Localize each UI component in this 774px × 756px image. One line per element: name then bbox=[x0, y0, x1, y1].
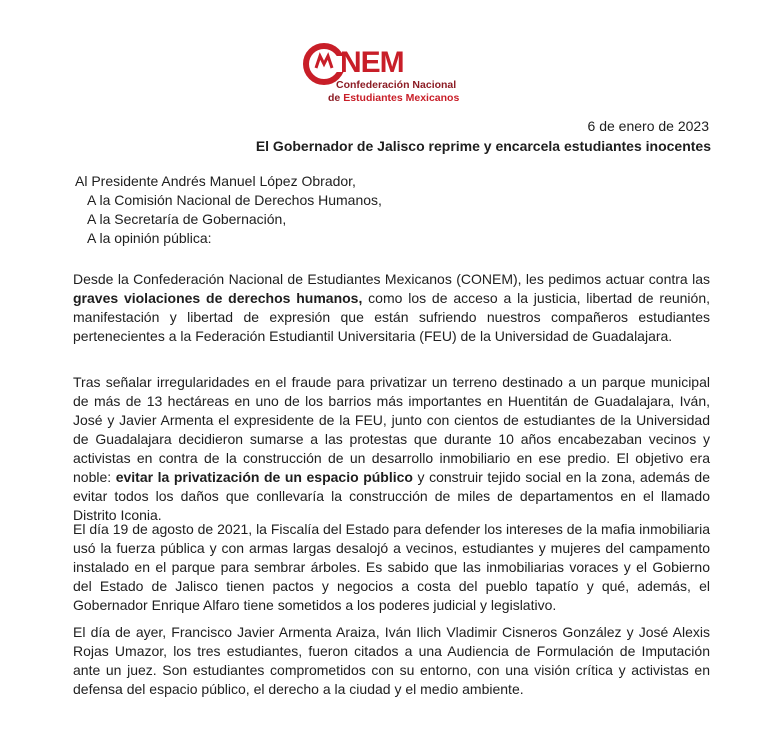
paragraph-3: El día 19 de agosto de 2021, la Fiscalía del Estado para defender los intereses de la mafia inmobiliaria usó la fuerza pública y con armas largas desalojó a vecinos, estudiantes y mujeres del campamento instalado en el parque para sembrar árboles. Es sabido que las inmobiliarias voraces y el Gobierno del Estado de Jalisco tienen pactos y negocios a costa del pueblo tapatío y qué, además, el Gobernador Enrique Alfaro tiene sometidos a los poderes judicial y legislativo. bbox=[73, 521, 710, 613]
document-headline: El Gobernador de Jalisco reprime y encarcela estudiantes inocentes bbox=[255, 138, 711, 154]
document-date: 6 de enero de 2023 bbox=[587, 118, 709, 134]
logo-line-1: Confederación Nacional bbox=[336, 79, 457, 91]
paragraph-4: El día de ayer, Francisco Javier Armenta Araiza, Iván Ilich Vladimir Cisneros González y José Alexis Rojas Umazor, los tres estudiantes, fueron citados a una Audiencia de Formulación de Imputación ante un juez. Son estudiantes comprometidos con su entorno, con una visión crítica y activistas en defensa del espacio público, el derecho a la ciudad y el medio ambiente. bbox=[73, 624, 710, 697]
paragraph-1: Desde la Confederación Nacional de Estudiantes Mexicanos (CONEM), les pedimos actuar contra las graves violaciones de derechos humanos, como los de acceso a la justicia, libertad de reunión, manifestación y libertad de expresión que están sufriendo nuestros compañeros estudiantes pertenecientes a la Federación Estudiantil Universitaria (FEU) de la Universidad de Guadalajara. bbox=[73, 271, 710, 344]
recipient-line: A la opinión pública: bbox=[87, 230, 212, 246]
paragraph-2: Tras señalar irregularidades en el fraude para privatizar un terreno destinado a un parque municipal de más de 13 hectáreas en uno de los barrios más importantes en Huentitán de Guadalajara, Iván, José y Javier Armenta el expresidente de la FEU, junto con cientos de estudiantes de la Universidad de Guadalajara decidieron sumarse a las protestas que durante 10 años encabezaban vecinos y activistas en contra de la construcción de un desarrollo inmobiliario en ese predio. El objetivo era noble: evitar la privatización de un espacio público y construir tejido social en la zona, además de evitar todos los daños que conllevaría la construcción de miles de departamentos en el llamado Distrito Iconia. bbox=[73, 374, 710, 523]
conem-logo bbox=[302, 42, 482, 104]
recipient-list bbox=[75, 172, 382, 248]
recipient-line: Al Presidente Andrés Manuel López Obrador, bbox=[75, 173, 356, 189]
recipient-line: A la Comisión Nacional de Derechos Humanos, bbox=[87, 192, 382, 208]
logo-line-2: de Estudiantes Mexicanos bbox=[328, 92, 460, 104]
logo-acronym: NEM bbox=[340, 46, 404, 79]
recipient-line: A la Secretaría de Gobernación, bbox=[87, 211, 287, 227]
